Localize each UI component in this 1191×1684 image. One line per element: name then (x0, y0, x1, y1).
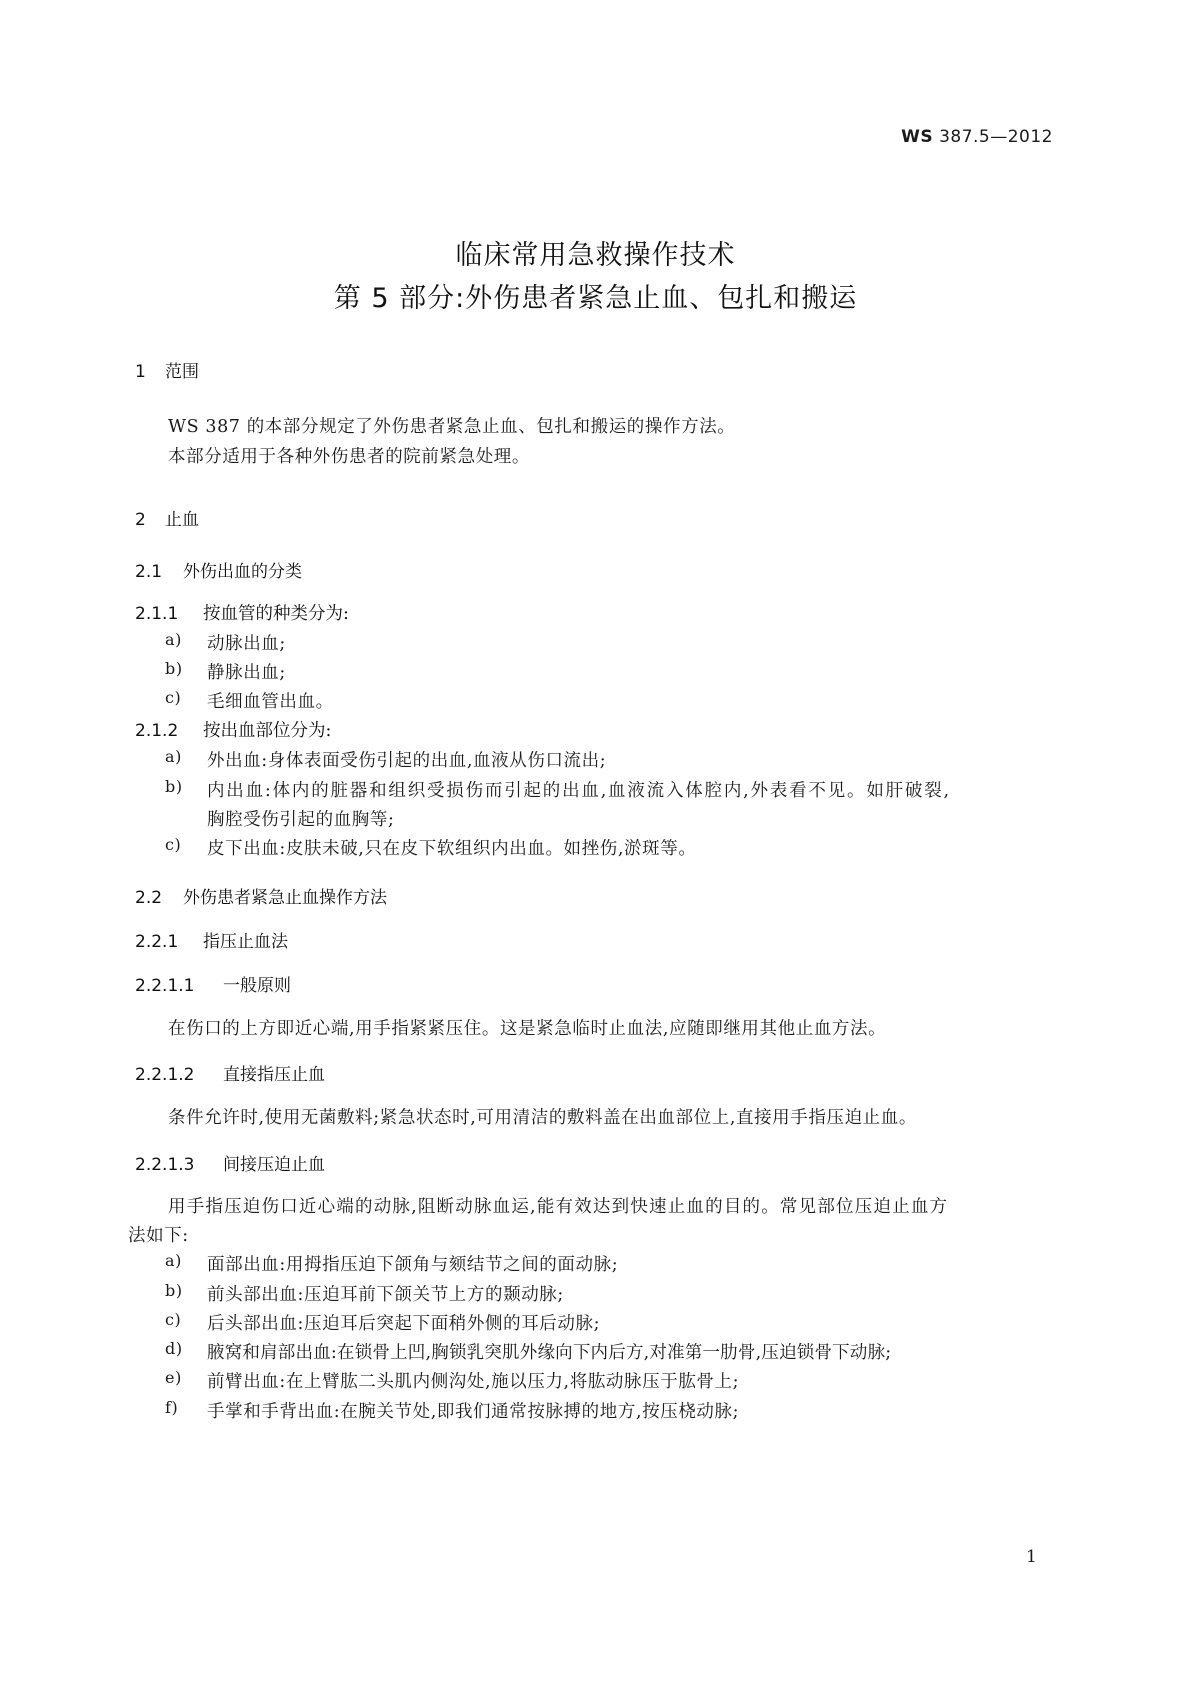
list-text: 前头部出血:压迫耳前下颌关节上方的颞动脉; (207, 1285, 564, 1305)
section-title: 外伤出血的分类 (183, 562, 302, 582)
list-text: 动脉出血; (207, 634, 286, 654)
section-number: 2 (135, 510, 146, 530)
section-number: 2.2.1.3 (135, 1155, 195, 1175)
list-text: 前臂出血:在上臂肱二头肌内侧沟处,施以压力,将肱动脉压于肱骨上; (207, 1372, 740, 1392)
list-text: 腋窝和肩部出血:在锁骨上凹,胸锁乳突肌外缘向下内后方,对准第一肋骨,压迫锁骨下动脉; (207, 1343, 892, 1363)
list-text: 外出血:身体表面受伤引起的出血,血液从伤口流出; (207, 751, 607, 771)
section-title: 按血管的种类分为: (203, 604, 349, 624)
section-1-heading (135, 357, 199, 382)
section-title: 按出血部位分为: (203, 721, 332, 741)
page-number: 1 (1026, 1547, 1037, 1567)
list-marker: d) (165, 1339, 183, 1358)
standard-prefix: WS (901, 127, 934, 147)
section-2-heading (135, 505, 199, 530)
section-title: 止血 (165, 510, 199, 530)
section-2-2-heading (135, 883, 387, 908)
list-marker: c) (165, 688, 182, 707)
list-marker: c) (165, 1310, 182, 1329)
list-text: 毛细血管出血。 (207, 692, 334, 712)
paragraph-continuation: 法如下: (128, 1226, 189, 1246)
paragraph: 用手指压迫伤口近心端的动脉,阻断动脉血运,能有效达到快速止血的目的。常见部位压迫止血方 (168, 1197, 949, 1217)
section-title: 直接指压止血 (223, 1065, 325, 1085)
standard-number: 387.5—2012 (939, 127, 1053, 147)
list-item-continuation: 胸腔受伤引起的血胸等; (207, 810, 395, 830)
list-text: 面部出血:用拇指压迫下颌角与颏结节之间的面动脉; (207, 1255, 619, 1275)
section-number: 2.2.1.1 (135, 976, 195, 996)
list-text: 手掌和手背出血:在腕关节处,即我们通常按脉搏的地方,按压桡动脉; (207, 1402, 740, 1422)
section-number: 2.2.1 (135, 932, 179, 952)
section-number: 2.2 (135, 888, 163, 908)
section-2-2-1-3-heading (135, 1150, 325, 1175)
paragraph: 在伤口的上方即近心端,用手指紧紧压住。这是紧急临时止血法,应随即继用其他止血方法。 (168, 1019, 887, 1039)
document-title: 临床常用急救操作技术 (455, 240, 736, 271)
section-title: 一般原则 (223, 976, 291, 996)
section-number: 2.1 (135, 562, 163, 582)
section-2-2-1-1-heading (135, 971, 291, 996)
section-2-1-heading (135, 557, 302, 582)
section-2-2-1-2-heading (135, 1060, 325, 1085)
section-2-1-2-heading (135, 717, 331, 742)
section-number: 2.1.1 (135, 604, 179, 624)
section-title: 间接压迫止血 (223, 1155, 325, 1175)
section-title: 外伤患者紧急止血操作方法 (183, 888, 387, 908)
section-title: 范围 (165, 362, 199, 382)
paragraph: WS 387 的本部分规定了外伤患者紧急止血、包扎和搬运的操作方法。 (168, 417, 736, 437)
section-2-2-1-heading (135, 927, 288, 952)
paragraph: 条件允许时,使用无菌敷料;紧急状态时,可用清洁的敷料盖在出血部位上,直接用手指压迫止血。 (168, 1108, 917, 1128)
document-subtitle: 第 5 部分:外伤患者紧急止血、包扎和搬运 (333, 283, 858, 314)
list-marker: a) (165, 747, 182, 766)
list-text: 皮下出血:皮肤未破,只在皮下软组织内出血。如挫伤,淤斑等。 (207, 839, 697, 859)
list-marker: a) (165, 630, 182, 649)
list-marker: b) (165, 777, 183, 796)
list-marker: e) (165, 1368, 182, 1387)
standard-code (901, 127, 1053, 147)
list-marker: a) (165, 1251, 182, 1270)
paragraph: 本部分适用于各种外伤患者的院前紧急处理。 (168, 447, 530, 467)
list-marker: f) (165, 1398, 179, 1417)
section-number: 1 (135, 362, 146, 382)
section-number: 2.2.1.2 (135, 1065, 195, 1085)
list-text: 内出血:体内的脏器和组织受损伤而引起的出血,血液流入体腔内,外表看不见。如肝破裂, (207, 781, 951, 801)
list-text: 后头部出血:压迫耳后突起下面稍外侧的耳后动脉; (207, 1314, 601, 1334)
list-text: 静脉出血; (207, 663, 286, 683)
section-title: 指压止血法 (203, 932, 288, 952)
list-marker: b) (165, 659, 183, 678)
section-number: 2.1.2 (135, 721, 179, 741)
section-2-1-1-heading (135, 600, 349, 625)
list-marker: b) (165, 1281, 183, 1300)
list-marker: c) (165, 835, 182, 854)
